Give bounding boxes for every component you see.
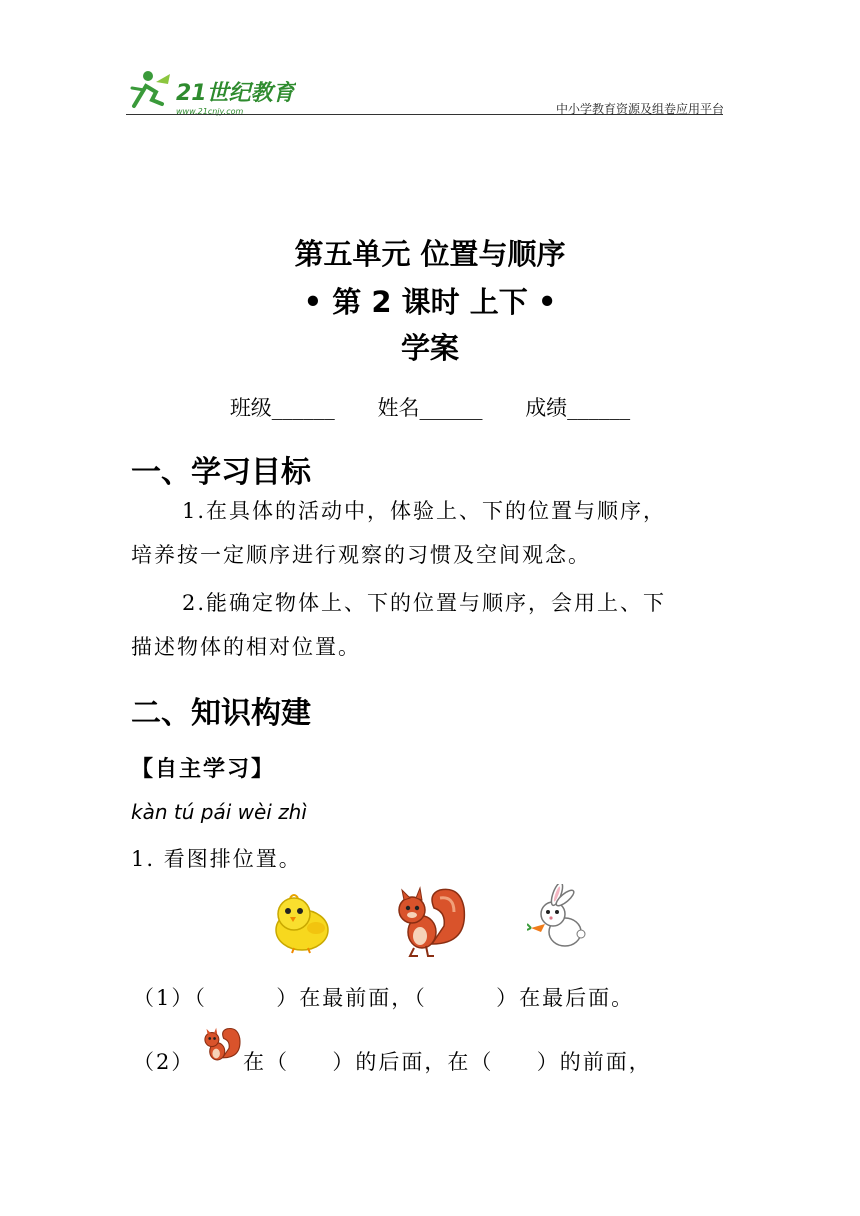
name-field: 姓名______ — [377, 396, 483, 420]
rabbit-image — [527, 884, 591, 952]
class-field: 班级______ — [229, 396, 335, 420]
goal-2-line-1: 2.能确定物体上、下的位置与顺序，会用上、下 — [182, 591, 667, 615]
question-1-prompt: 1. 看图排位置。 — [131, 847, 302, 871]
squirrel-image — [388, 882, 470, 962]
score-field: 成绩______ — [525, 396, 631, 420]
platform-name: 中小学教育资源及组卷应用平台 — [555, 102, 724, 116]
question-1-line-2-text: 在（ ）的后面，在（ ）的前面， — [243, 1050, 652, 1074]
goal-1-line-1: 1.在具体的活动中，体验上、下的位置与顺序， — [182, 499, 667, 523]
pinyin-line: kàn tú pái wèi zhì — [131, 800, 307, 824]
logo-url-text: www.21cnjy.com — [176, 107, 244, 116]
site-logo — [126, 68, 296, 118]
header-divider — [126, 114, 723, 115]
question-1-line-1: （1）（ ）在最前面，（ ）在最后面。 — [133, 986, 635, 1010]
unit-title: 第五单元 位置与顺序 — [294, 237, 566, 271]
question-1-line-2-prefix: （2） — [133, 1050, 195, 1074]
logo-text: 21世纪教育 — [176, 81, 295, 106]
lesson-title: • 第 2 课时 上下 • — [303, 285, 557, 319]
section-heading-goals: 一、学习目标 — [131, 455, 311, 490]
goal-2-line-2: 描述物体的相对位置。 — [131, 635, 361, 659]
section-heading-knowledge: 二、知识构建 — [131, 696, 311, 731]
self-study-label: 【自主学习】 — [131, 757, 276, 782]
document-type-title: 学案 — [400, 331, 459, 365]
squirrel-small-image — [199, 1024, 243, 1068]
student-info-row — [0, 392, 860, 422]
chick-image — [268, 892, 332, 954]
goal-1-line-2: 培养按一定顺序进行观察的习惯及空间观念。 — [131, 543, 591, 567]
